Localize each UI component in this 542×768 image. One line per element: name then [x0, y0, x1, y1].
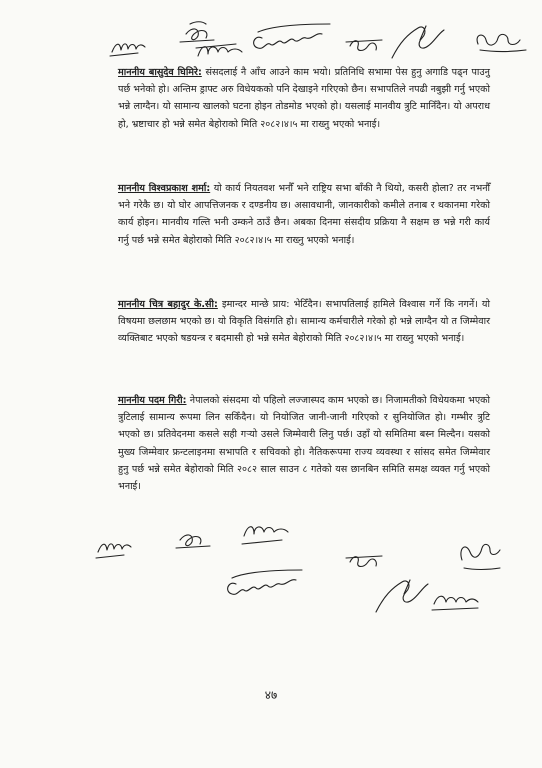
- speaker-name-2: माननीय विश्वप्रकाश शर्मा:: [118, 183, 211, 194]
- signature-1: [110, 44, 145, 56]
- signature-3b: [242, 527, 288, 544]
- statement-text-2: यो कार्य नियतवश भनौँ भने राष्ट्रिय सभा बाँकी नै थियो, कसरी होला? तर नभनौँ भने गरेकै छ। यो घोर आपत्तिजनक र दण्डनीय छ। असावधानी, जानकारीको कमीले तनाब र थकानमा गरेको कार्य होइन। मानवीय गल्ति भनी उम्कने ठाउँ छैन। अबका दिनमा संसदीय प्रक्रिया नै सक्षम छ भन्ने गरी कार्य गर्नु पर्छ भन्ने समेत बेहोराको मिति २०८२।४।५ मा राख्नु भएको भनाई।: [118, 183, 490, 246]
- statement-text-3: इमान्दर मान्छे प्राय: भेटिँदैन। सभापतिलाई हामिले विश्वास गर्ने कि नगर्ने। यो विषयमा छलछाम भएको छ। यो विकृति विसंगति हो। सामान्य कर्मचारीले गरेको हो भन्ने लाग्दैन यो त जिम्मेवार व्यक्तिबाट भएको षडयन्त्र र बदमासी हो भन्ने समेत बेहोराको मिति २०८२।४।५ मा राख्नु भएको भनाई।: [118, 299, 490, 345]
- statement-text-1: संसदलाई नै आँच आउने काम भयो। प्रतिनिधि सभामा पेस हुनु अगाडि पढ्न पाउनु पर्छ भनेको हो। अन्तिम ड्राफ्ट अरु विधेयकको पनि देखाइने गरिएको छैन। सभापतिले नपढी नबुझी गर्नु भएको भन्ने लाग्दैन। यो सामान्य खालको घटना होइन तोडमोड भएको हो। यसलाई मानवीय त्रुटि मानिँदैन। यो अपराध हो, भ्रष्टाचार हो भन्ने समेत बेहोराको मिति २०८२।४।५ मा राख्नु भएको भनाई।: [118, 67, 490, 130]
- statement-paragraph-3: [118, 296, 490, 348]
- signature-6b: [376, 580, 428, 612]
- signature-8b: [461, 544, 500, 569]
- signature-5: [346, 40, 382, 51]
- signature-7b: [432, 596, 478, 610]
- signature-2: [180, 22, 214, 42]
- statement-paragraph-2: [118, 180, 490, 249]
- signature-3: [196, 44, 242, 56]
- statement-paragraph-1: [118, 64, 490, 133]
- speaker-name-3: माननीय चित्र बहादुर के.सी:: [118, 299, 218, 310]
- speaker-name-1: माननीय बासुदेव घिमिरे:: [118, 67, 202, 78]
- signature-1b: [96, 544, 131, 558]
- signature-6: [392, 26, 444, 58]
- signature-7: [477, 34, 526, 51]
- statement-paragraph-4: [118, 392, 490, 495]
- signature-4b: [228, 570, 302, 594]
- bottom-signatures: [0, 520, 542, 620]
- signature-5b: [346, 556, 382, 567]
- page-number: ४७: [264, 688, 278, 702]
- signature-4: [254, 24, 330, 48]
- statement-text-4: नेपालको संसदमा यो पहिलो लज्जास्पद काम भएको छ। निजामतीको विधेयकमा भएको त्रुटिलाई सामान्य रूपमा लिन सकिँदैन। यो नियोजित जानी-जानी गरिएको र सुनियोजित हो। गम्भीर त्रुटि भएको छ। प्रतिवेदनमा कसले सही गऱ्यो उसले जिम्मेवारी लिनु पर्छ। उहाँ यो समितिमा बस्न मिल्दैन। यसको मुख्य जिम्मेवार फ्रन्टलाइनमा सभापति र सचिवको हो। नैतिकरूपमा राज्य व्यवस्था र सांसद समेत जिम्मेवार हुनु पर्छ भन्ने समेत बेहोराको मिति २०८२ साल साउन ८ गतेको यस छानबिन समिति समक्ष व्यक्त गर्नु भएको भनाई।: [118, 395, 490, 493]
- speaker-name-4: माननीय पदम गिरी:: [118, 395, 187, 406]
- signature-2b: [176, 535, 210, 548]
